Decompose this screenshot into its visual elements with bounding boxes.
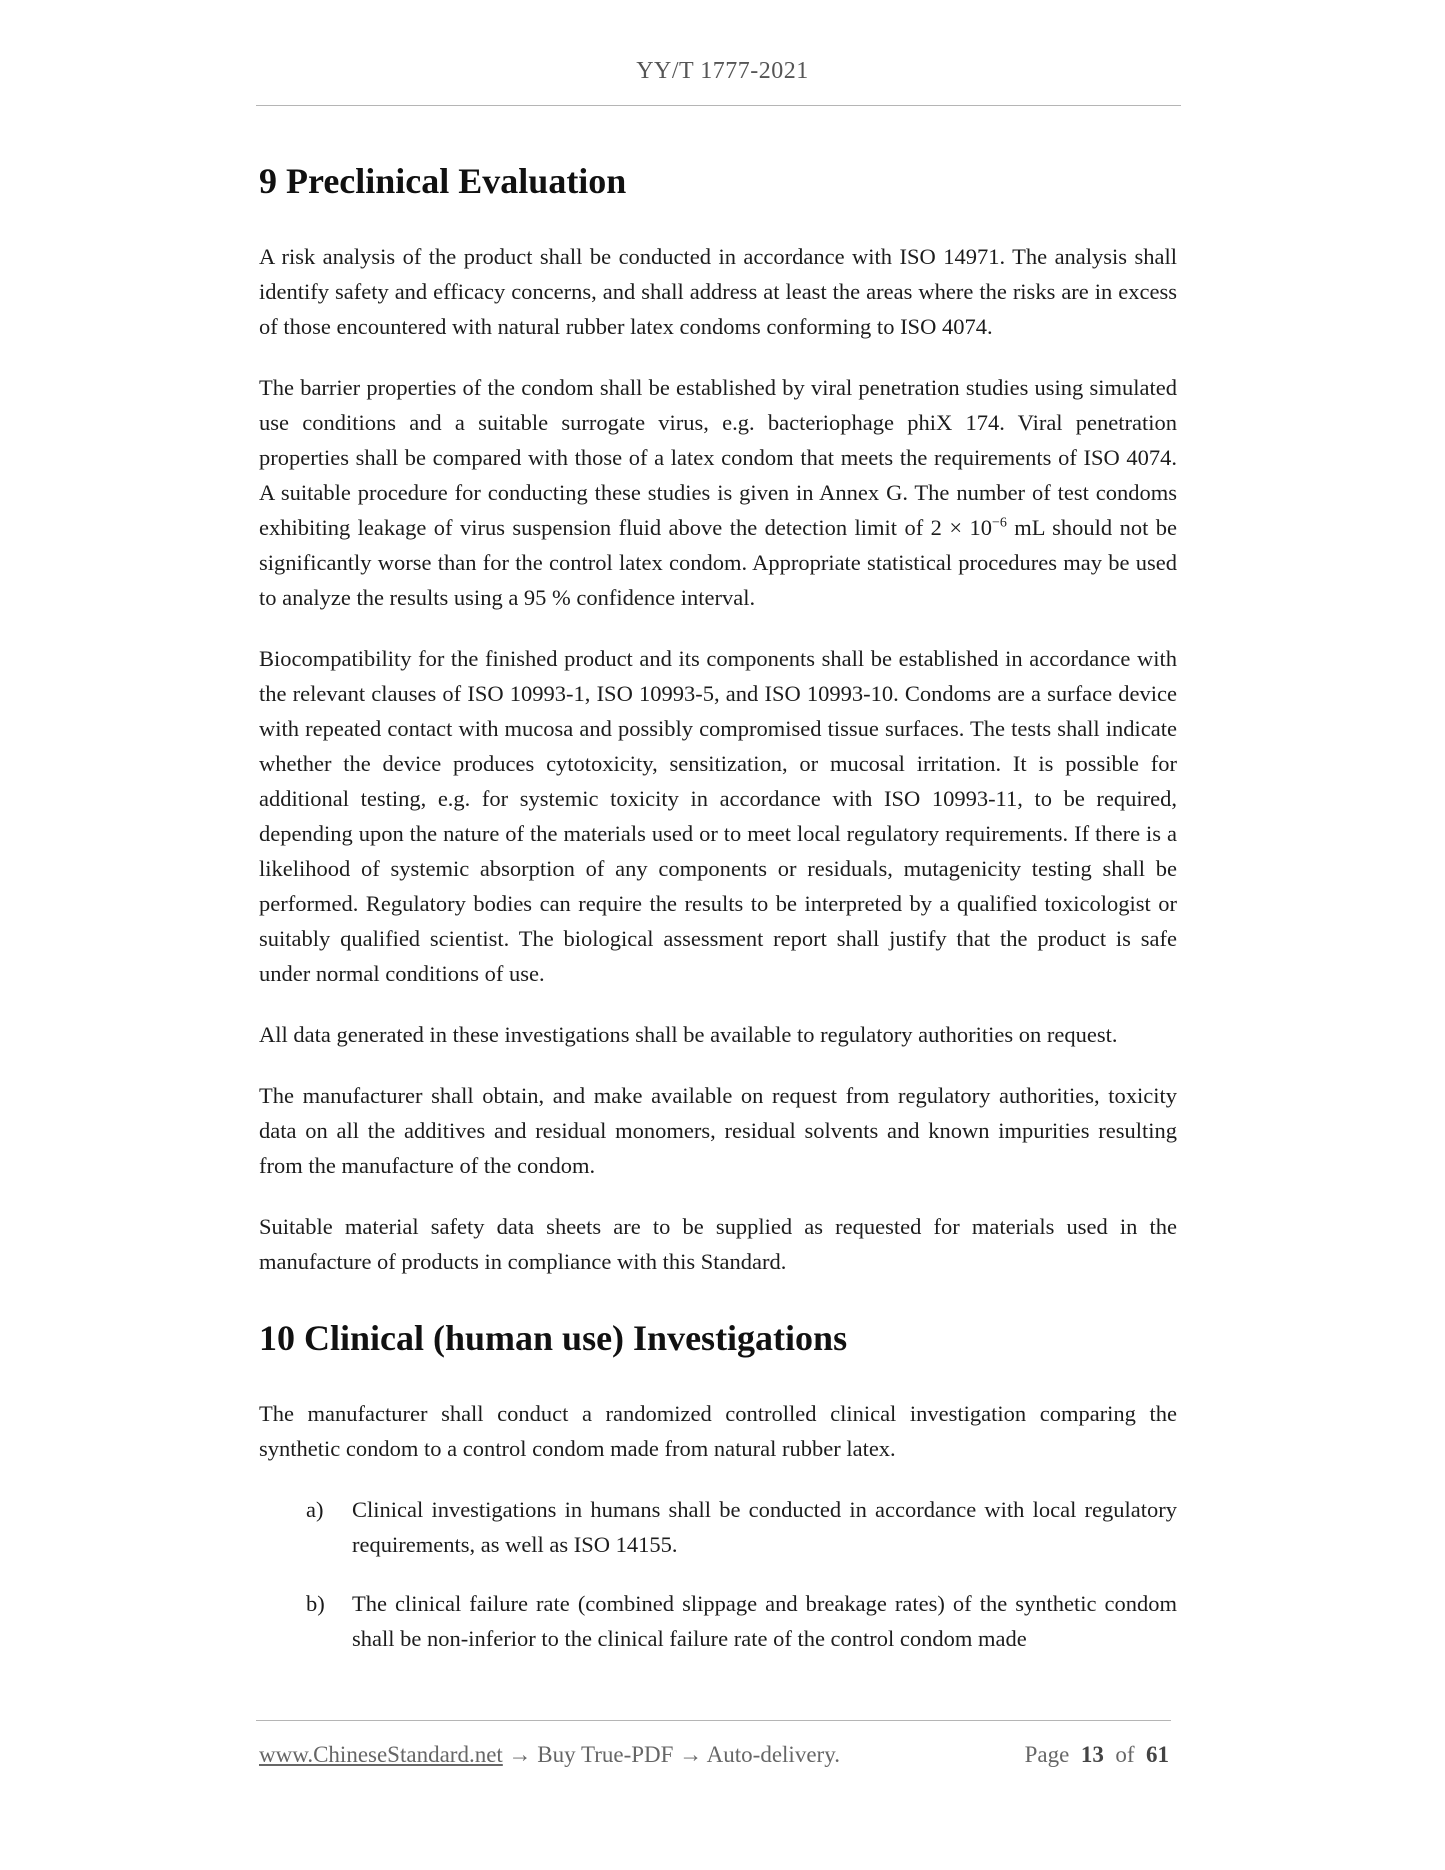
section-9-paragraph-barrier-properties — [259, 370, 1177, 615]
section-10-paragraph-intro: The manufacturer shall conduct a randomized controlled clinical investigation comparing the synthetic condom to a control condom made from natural rubber latex. — [259, 1401, 1177, 1462]
arrow-icon: → — [679, 1742, 703, 1767]
total-page-count: 61 — [1146, 1742, 1169, 1767]
section-10-heading: 10 Clinical (human use) Investigations — [259, 1318, 848, 1359]
section-9-paragraph-data-availability: All data generated in these investigations shall be available to regulatory authorities on request. — [259, 1022, 1118, 1048]
document-header-title: YY/T 1777-2021 — [636, 58, 809, 84]
page-body — [259, 150, 1177, 1680]
footer-links — [259, 1740, 840, 1770]
auto-delivery-text: Auto-delivery. — [706, 1742, 840, 1767]
list-item-a — [259, 1492, 1177, 1562]
section-9-heading: 9 Preclinical Evaluation — [259, 161, 627, 201]
site-link[interactable]: www.ChineseStandard.net — [259, 1742, 503, 1767]
header-divider — [256, 105, 1181, 106]
of-label: of — [1115, 1742, 1135, 1767]
list-marker-b: b) — [306, 1591, 325, 1617]
current-page-number: 13 — [1080, 1742, 1104, 1767]
section-9-paragraph-risk-analysis: A risk analysis of the product shall be conducted in accordance with ISO 14971. The analysis shall identify safety and efficacy concerns, and shall address at least the areas where the risks are in excess of those encountered with natural rubber latex condoms conforming to ISO 4074. — [259, 244, 1177, 340]
list-item-b-text: The clinical failure rate (combined slippage and breakage rates) of the synthetic condom shall be non-inferior to the clinical failure rate of the control condom made — [352, 1591, 1177, 1652]
list-item-a-text: Clinical investigations in humans shall be conducted in accordance with local regulatory requirements, as well as ISO 14155. — [352, 1497, 1177, 1558]
section-9-paragraph-biocompatibility: Biocompatibility for the finished product and its components shall be established in accordance with the relevant clauses of ISO 10993-1, ISO 10993-5, and ISO 10993-10. Condoms are a surface device with repeated contact with mucosa and possibly compromised tissue surfaces. The tests shall indicate whether the device produces cytotoxicity, sensitization, or mucosal irritation. It is possible for additional testing, e.g. for systemic toxicity in accordance with ISO 10993-11, to be required, depending upon the nature of the materials used or to meet local regulatory requirements. If there is a likelihood of systemic absorption of any components or residuals, mutagenicity testing shall be performed. Regulatory bodies can require the results to be interpreted by a qualified toxicologist or suitably qualified scientist. The biological assessment report shall justify that the product is safe under normal conditions of use. — [259, 646, 1177, 987]
buy-true-pdf-text: Buy True-PDF — [537, 1742, 674, 1767]
list-item-b — [259, 1586, 1177, 1656]
barrier-text-part-1: The barrier properties of the condom shall be established by viral penetration studies using simulated use conditions and a suitable surrogate virus, e.g. bacteriophage phiX 174. Viral penetration properties shall be compared with those of a latex condom that meets the requirements of ISO 4074. A suitable procedure for conducting these studies is given in Annex G. The number of test condoms exhibiting leakage of virus suspension fluid above the detection limit of 2 × 10 — [259, 375, 1177, 541]
list-marker-a: a) — [306, 1497, 324, 1523]
section-9-paragraph-safety-data-sheets: Suitable material safety data sheets are to be supplied as requested for materials used in the manufacture of products in compliance with this Standard. — [259, 1214, 1177, 1275]
section-9-paragraph-toxicity-data: The manufacturer shall obtain, and make available on request from regulatory authorities, toxicity data on all the additives and residual monomers, residual solvents and known impurities resulting from the manufacture of the condom. — [259, 1083, 1177, 1179]
detection-limit-exponent: −6 — [991, 515, 1007, 531]
barrier-text-part-2: mL should not be significantly worse than for the control latex condom. Appropriate statistical procedures may be used to analyze the results using a 95 % confidence interval. — [259, 515, 1178, 611]
page-indicator — [1025, 1740, 1169, 1770]
arrow-icon: → — [508, 1742, 532, 1767]
footer-divider — [256, 1720, 1171, 1721]
page-label: Page — [1024, 1742, 1070, 1767]
